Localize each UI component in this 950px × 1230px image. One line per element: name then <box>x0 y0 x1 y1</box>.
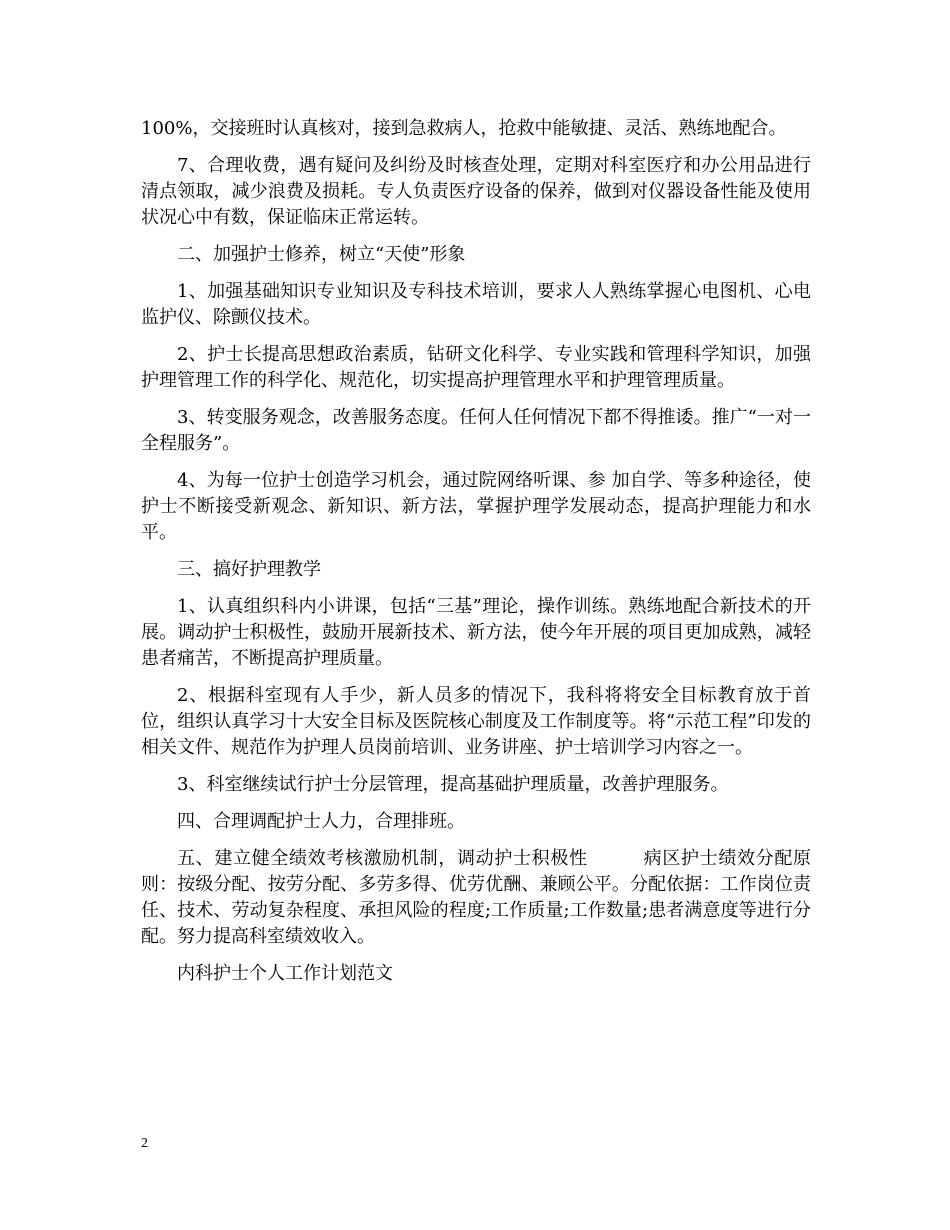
paragraph-3: 1、加强基础知识专业知识及专科技术培训，要求人人熟练掌握心电图机、心电监护仪、除颤仪技术。 <box>141 281 811 328</box>
section-heading-4: 四、合理调配护士人力，合理排班。 <box>177 811 465 832</box>
section-heading-5: 五、建立健全绩效考核激励机制，调动护士积极性 病区护士绩效分配原则：按级分配、按劳分配、多劳多得、优劳优酬、兼顾公平。分配依据：工作岗位责任、技术、劳动复杂程度、承担风险的程度;工作质量;工作数量;患者满意度等进行分配。努力提高科室绩效收入。 <box>141 848 811 947</box>
page-number: 2 <box>141 1136 148 1151</box>
paragraph-10: 3、科室继续试行护士分层管理，提高基础护理质量，改善护理服务。 <box>177 774 729 795</box>
paragraph-5: 3、转变服务观念，改善服务态度。任何人任何情况下都不得推诿。推广“一对一全程服务”。 <box>141 407 811 454</box>
section-heading-3: 三、搞好护理教学 <box>177 559 321 580</box>
section-heading-2: 二、加强护士修养，树立“天使”形象 <box>177 244 466 265</box>
document-subtitle: 内科护士个人工作计划范文 <box>177 963 393 984</box>
paragraph-1: 7、合理收费，遇有疑问及纠纷及时核查处理，定期对科室医疗和办公用品进行清点领取，减少浪费及损耗。专人负责医疗设备的保养，做到对仪器设备性能及使用状况心中有数，保证临床正常运转。 <box>141 155 811 228</box>
paragraph-8: 1、认真组织科内小讲课，包括“三基”理论，操作训练。熟练地配合新技术的开展。调动护士积极性，鼓励开展新技术、新方法，使今年开展的项目更加成熟，减轻患者痛苦，不断提高护理质量。 <box>141 596 811 669</box>
document-body <box>141 116 811 998</box>
paragraph-6: 4、为每一位护士创造学习机会，通过院网络听课、参 加自学、等多种途径，使护士不断接受新观念、新知识、新方法，掌握护理学发展动态，提高护理能力和水平。 <box>141 470 811 543</box>
paragraph-4: 2、护士长提高思想政治素质，钻研文化科学、专业实践和管理科学知识，加强护理管理工作的科学化、规范化，切实提高护理管理水平和护理管理质量。 <box>141 344 811 391</box>
paragraph-0: 100%，交接班时认真核对，接到急救病人，抢救中能敏捷、灵活、熟练地配合。 <box>141 118 787 139</box>
paragraph-9: 2、根据科室现有人手少，新人员多的情况下，我科将将安全目标教育放于首位，组织认真学习十大安全目标及医院核心制度及工作制度等。将“示范工程”印发的相关文件、规范作为护理人员岗前培训、业务讲座、护士培训学习内容之一。 <box>141 685 811 758</box>
